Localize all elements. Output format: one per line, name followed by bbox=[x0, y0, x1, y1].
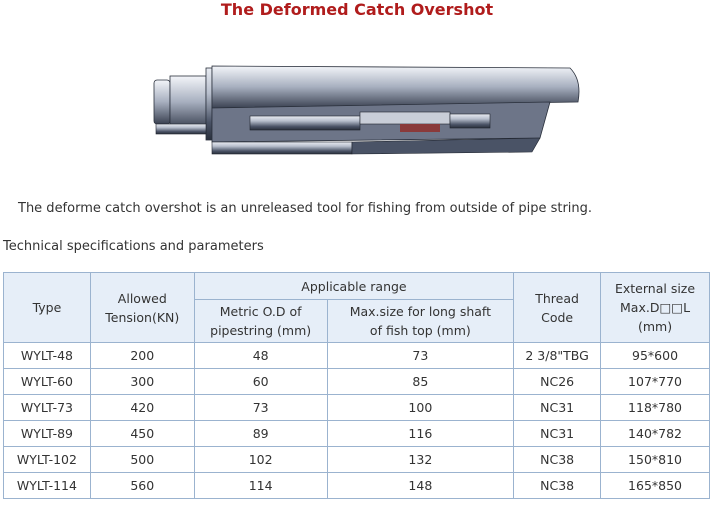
cell-type: WYLT-89 bbox=[4, 421, 91, 447]
cell-thread: NC26 bbox=[514, 369, 601, 395]
table-row bbox=[4, 421, 710, 447]
cell-od: 114 bbox=[194, 473, 327, 499]
cell-tension: 200 bbox=[90, 343, 194, 369]
cell-type: WYLT-114 bbox=[4, 473, 91, 499]
cell-max: 132 bbox=[327, 447, 514, 473]
specifications-table bbox=[3, 272, 710, 499]
table-row bbox=[4, 447, 710, 473]
section-title: Technical specifications and parameters bbox=[3, 239, 264, 254]
cell-tension: 450 bbox=[90, 421, 194, 447]
header-thread-code: Thread Code bbox=[514, 273, 601, 343]
cell-od: 60 bbox=[194, 369, 327, 395]
table-row bbox=[4, 343, 710, 369]
cell-tension: 500 bbox=[90, 447, 194, 473]
table-row bbox=[4, 369, 710, 395]
cell-ext: 140*782 bbox=[601, 421, 710, 447]
cell-tension: 300 bbox=[90, 369, 194, 395]
header-metric-od: Metric O.D of pipestring (mm) bbox=[194, 300, 327, 343]
cell-ext: 95*600 bbox=[601, 343, 710, 369]
cell-max: 73 bbox=[327, 343, 514, 369]
cell-type: WYLT-102 bbox=[4, 447, 91, 473]
cell-thread: NC38 bbox=[514, 473, 601, 499]
cell-od: 102 bbox=[194, 447, 327, 473]
cell-ext: 118*780 bbox=[601, 395, 710, 421]
page-title: The Deformed Catch Overshot bbox=[220, 0, 494, 19]
header-type: Type bbox=[4, 273, 91, 343]
cell-ext: 107*770 bbox=[601, 369, 710, 395]
cell-ext: 165*850 bbox=[601, 473, 710, 499]
cell-max: 85 bbox=[327, 369, 514, 395]
cell-od: 73 bbox=[194, 395, 327, 421]
header-external-size: External size Max.D□□L (mm) bbox=[601, 273, 710, 343]
header-applicable-range: Applicable range bbox=[194, 273, 513, 300]
cell-max: 148 bbox=[327, 473, 514, 499]
cell-max: 116 bbox=[327, 421, 514, 447]
cell-od: 48 bbox=[194, 343, 327, 369]
table-row bbox=[4, 395, 710, 421]
tool-description: The deforme catch overshot is an unreleased tool for fishing from outside of pipe string. bbox=[18, 201, 593, 216]
cell-thread: NC31 bbox=[514, 395, 601, 421]
cell-ext: 150*810 bbox=[601, 447, 710, 473]
cell-type: WYLT-60 bbox=[4, 369, 91, 395]
cell-tension: 560 bbox=[90, 473, 194, 499]
cell-tension: 420 bbox=[90, 395, 194, 421]
cell-thread: 2 3/8"TBG bbox=[514, 343, 601, 369]
header-tension: Allowed Tension(KN) bbox=[90, 273, 194, 343]
cell-max: 100 bbox=[327, 395, 514, 421]
cell-type: WYLT-73 bbox=[4, 395, 91, 421]
table-header-row bbox=[4, 273, 710, 300]
table-row bbox=[4, 473, 710, 499]
cell-od: 89 bbox=[194, 421, 327, 447]
overshot-tool-illustration bbox=[150, 60, 590, 170]
cell-thread: NC31 bbox=[514, 421, 601, 447]
cell-type: WYLT-48 bbox=[4, 343, 91, 369]
header-max-size: Max.size for long shaft of fish top (mm) bbox=[327, 300, 514, 343]
cell-thread: NC38 bbox=[514, 447, 601, 473]
